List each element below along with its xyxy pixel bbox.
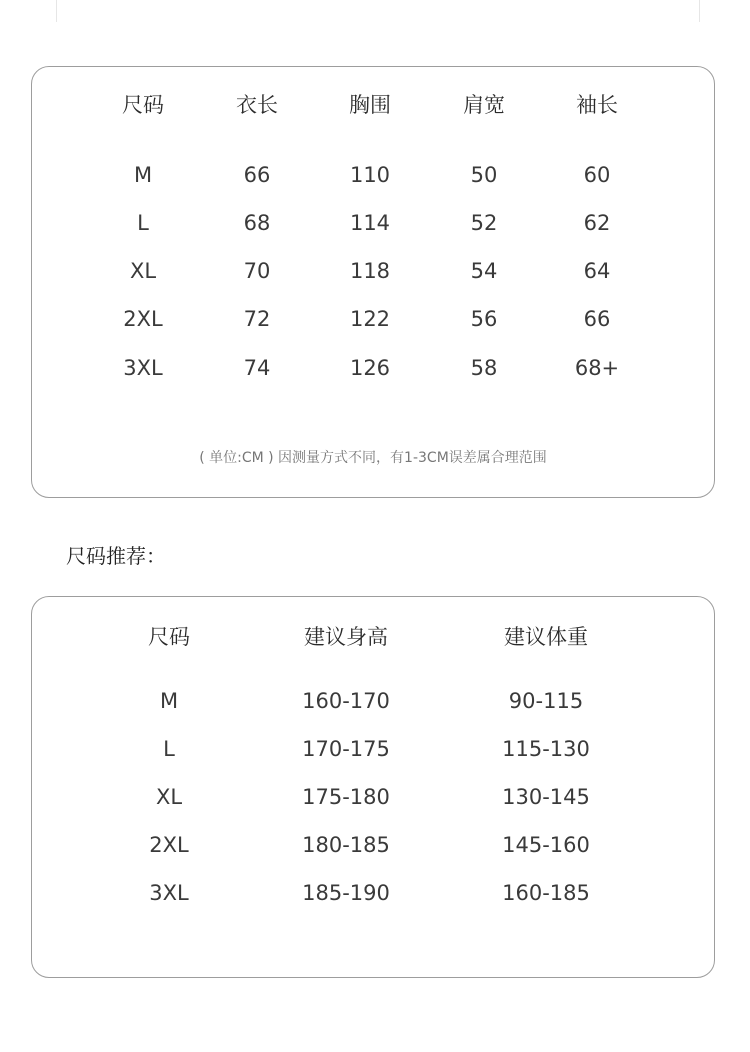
table-cell: 72 xyxy=(243,307,271,331)
table-cell: 160-185 xyxy=(502,881,590,905)
table-cell: 50 xyxy=(470,163,498,187)
table-cell: 2XL xyxy=(123,307,163,331)
table-cell: 118 xyxy=(349,259,391,283)
table-cell: 62 xyxy=(583,211,611,235)
table-cell: M xyxy=(159,689,179,713)
table-cell: 130-145 xyxy=(502,785,590,809)
header-shoulder: 肩宽 xyxy=(463,93,505,117)
recommend-title: 尺码推荐： xyxy=(66,544,166,568)
table-cell: M xyxy=(133,163,153,187)
table-cell: 3XL xyxy=(123,356,163,380)
table-cell: 56 xyxy=(470,307,498,331)
size-chart-card xyxy=(31,66,715,498)
table-cell: 90-115 xyxy=(508,689,584,713)
table-cell: 145-160 xyxy=(502,833,590,857)
table-cell: 175-180 xyxy=(302,785,390,809)
header-chest: 胸围 xyxy=(349,93,391,117)
header-size: 尺码 xyxy=(148,625,190,649)
table-cell: 115-130 xyxy=(502,737,590,761)
table-cell: 74 xyxy=(243,356,271,380)
table-cell: 185-190 xyxy=(302,881,390,905)
table-cell: 58 xyxy=(470,356,498,380)
table-cell: 3XL xyxy=(149,881,189,905)
table-cell: 68 xyxy=(243,211,271,235)
table-cell: L xyxy=(163,737,175,761)
table-cell: L xyxy=(137,211,149,235)
header-weight: 建议体重 xyxy=(504,625,588,649)
table-cell: XL xyxy=(129,259,157,283)
table-cell: 60 xyxy=(583,163,611,187)
table-cell: 64 xyxy=(583,259,611,283)
header-height: 建议身高 xyxy=(304,625,388,649)
table-cell: 68+ xyxy=(574,356,620,380)
header-sleeve: 袖长 xyxy=(576,93,618,117)
table-cell: 114 xyxy=(349,211,391,235)
table-cell: 122 xyxy=(349,307,391,331)
table-cell: 70 xyxy=(243,259,271,283)
table-cell: 170-175 xyxy=(302,737,390,761)
table-cell: 160-170 xyxy=(302,689,390,713)
header-length: 衣长 xyxy=(236,93,278,117)
header-size: 尺码 xyxy=(122,93,164,117)
table-cell: 52 xyxy=(470,211,498,235)
table-cell: 54 xyxy=(470,259,498,283)
top-divider-lines xyxy=(56,0,700,22)
table-cell: 2XL xyxy=(149,833,189,857)
table-cell: XL xyxy=(155,785,183,809)
measurement-note: ( 单位:CM ) 因测量方式不同，有1-3CM误差属合理范围 xyxy=(199,450,547,466)
size-recommend-card xyxy=(31,596,715,978)
table-cell: 66 xyxy=(243,163,271,187)
table-cell: 110 xyxy=(349,163,391,187)
table-cell: 126 xyxy=(349,356,391,380)
table-cell: 66 xyxy=(583,307,611,331)
table-cell: 180-185 xyxy=(302,833,390,857)
